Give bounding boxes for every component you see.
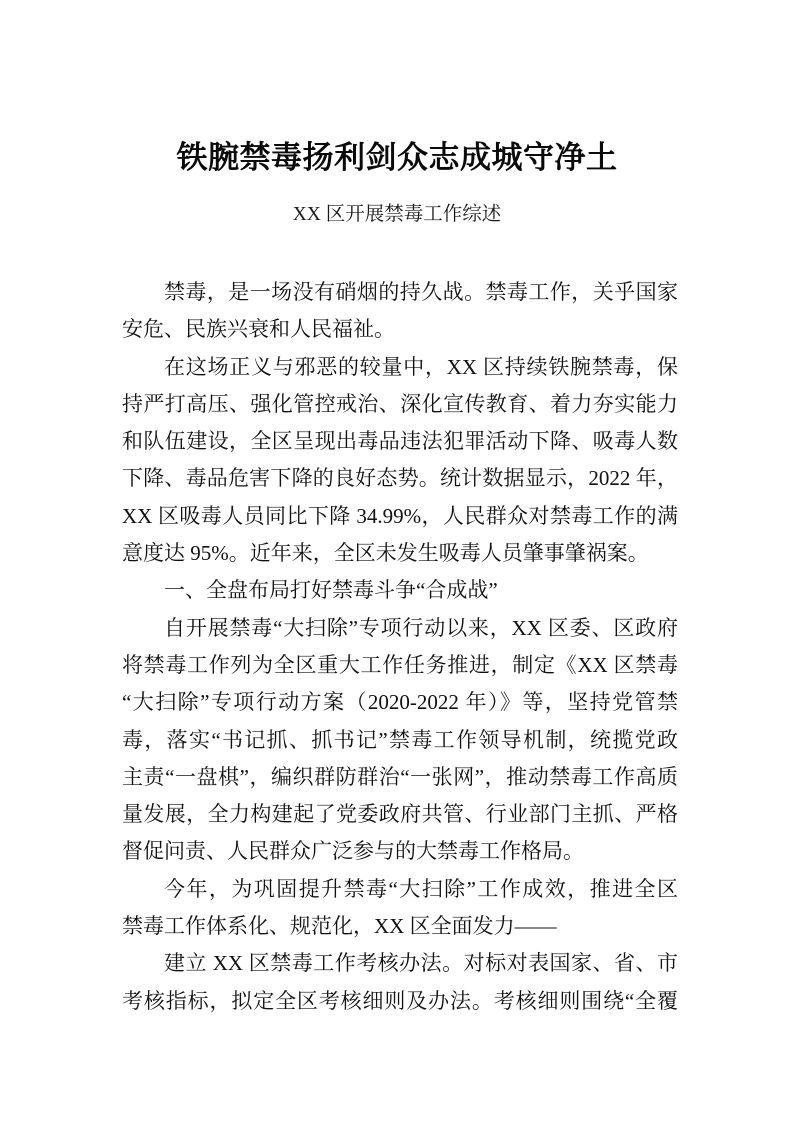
body-line: XX 区吸毒人员同比下降 34.99%，人民群众对禁毒工作的满 [122, 503, 678, 528]
body-line: 将禁毒工作列为全区重大工作任务推进，制定《XX 区禁毒 [122, 652, 678, 677]
document-body [122, 274, 678, 1020]
document-subtitle: XX 区开展禁毒工作综述 [292, 204, 502, 225]
body-line: 下降、毒品危害下降的良好态势。统计数据显示，2022 年， [122, 466, 678, 491]
body-line: 安危、民族兴衰和人民福祉。 [122, 317, 395, 342]
body-line: 和队伍建设，全区呈现出毒品违法犯罪活动下降、吸毒人数 [122, 429, 678, 454]
body-line: 自开展禁毒“大扫除”专项行动以来，XX 区委、区政府 [164, 615, 678, 640]
document-title: 铁腕禁毒扬利剑众志成城守净土 [176, 140, 618, 176]
body-line: 主责“一盘棋”，编织群防群治“一张网”，推动禁毒工作高质 [122, 764, 678, 789]
body-line: 禁毒工作体系化、规范化，XX 区全面发力—— [122, 914, 557, 939]
section-heading: 一、全盘布局打好禁毒斗争“合成战” [164, 578, 498, 603]
body-line: 持严打高压、强化管控戒治、深化宣传教育、着力夯实能力 [122, 391, 678, 416]
body-line: 意度达 95%。近年来，全区未发生吸毒人员肇事肇祸案。 [122, 541, 649, 566]
body-line: 今年，为巩固提升禁毒“大扫除”工作成效，推进全区 [164, 876, 678, 901]
body-line: 建立 XX 区禁毒工作考核办法。对标对表国家、省、市 [164, 951, 678, 976]
body-line: 禁毒，是一场没有硝烟的持久战。禁毒工作，关乎国家 [164, 280, 678, 304]
body-line: 量发展，全力构建起了党委政府共管、行业部门主抓、严格 [122, 802, 678, 827]
body-line: 考核指标，拟定全区考核细则及办法。考核细则围绕“全覆 [122, 988, 678, 1013]
body-line: 在这场正义与邪恶的较量中，XX 区持续铁腕禁毒，保 [164, 354, 678, 379]
body-line: 毒，落实“书记抓、抓书记”禁毒工作领导机制，统揽党政 [122, 727, 678, 752]
body-line: 督促问责、人民群众广泛参与的大禁毒工作格局。 [122, 839, 584, 864]
body-line: “大扫除”专项行动方案（2020-2022 年）》等，坚持党管禁 [122, 690, 678, 715]
